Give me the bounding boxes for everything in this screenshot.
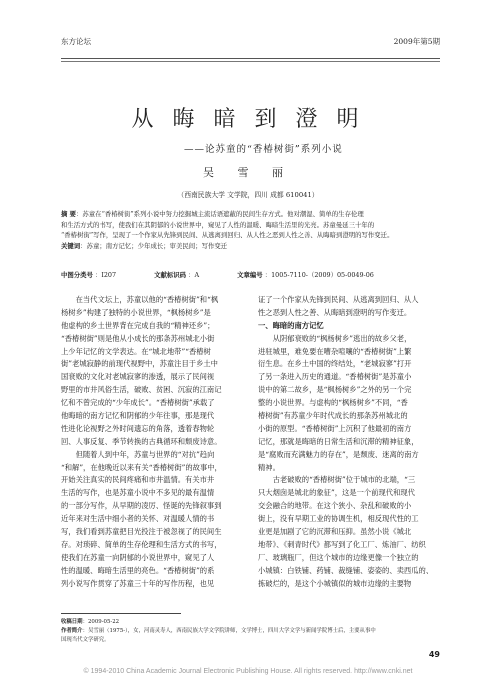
- body-text-line: 厂、玻璃瓶厂，但这个城市的边缘更像一个独立的: [258, 552, 419, 562]
- header-rule-thin: [61, 61, 440, 62]
- body-text-line: 他晦暗的南方记忆和阴郁的少年往事，那是现代: [61, 411, 215, 421]
- body-column-right: [258, 294, 444, 590]
- running-header: [61, 36, 440, 52]
- body-text-line: 地带》、《刺青时代》都写到了化工厂、炼油厂、纺织: [258, 539, 426, 549]
- document-code: 文献标识码 ：A: [154, 271, 200, 279]
- keywords-value: ：苏童；南方记忆；少年成长；审美民间；写作变迁: [80, 241, 228, 250]
- body-text-line: 他虚构的乡土世界背在完成自我的“精神还乡”；: [61, 320, 215, 330]
- body-text-line: 开始关注真实的民间疼痛和市井温情。有关市井: [61, 475, 215, 485]
- body-text-line: 只大烟囱是城北的象征”，这是一个前现代和现代: [258, 488, 415, 498]
- article-number: 文章编号 ：1005-7110-（2009）05-0049-06: [237, 271, 374, 279]
- abstract-line: 和生活方式的书写，使我们在其阴郁的小说世界中，窥见了人性的温暖、晦暗生活里的光亮。苏童曼延三十年的: [61, 220, 375, 229]
- body-text-line: 性的温暖、晦暗生活里的亮色。“香椿树街”的系: [61, 565, 215, 575]
- body-text-line: 的一部分写作，从早期的凌厉、怪诞的先锋叙事到: [61, 501, 222, 511]
- body-text-line: 证了一个作家从先锋到民间、从逃离到回归、从人: [258, 295, 419, 304]
- keywords-label: 关键词: [61, 241, 81, 250]
- article-subtitle: ——论苏童的“香椿树街”系列小说: [184, 144, 343, 155]
- body-text-line: 国衰败的文化对老城寂寥的渗透，展示了民间视: [61, 372, 215, 382]
- body-text-line: 小街的原型。“香椿树街”上沉积了他最初的南方: [258, 423, 412, 433]
- body-text-line: 上少年记忆的文学表达。在“城北地带”“香椿树: [61, 346, 211, 356]
- body-text-line: “和解”，在他晚近以来有关“香椿树街”的故事中，: [61, 462, 222, 472]
- body-text-line: 街上，没有早期工业的协调生机，相反现代性的工: [258, 514, 419, 524]
- abstract-line: 摘 要：苏童在“香椿树街”系列小说中努力挖掘城主流话语遮蔽的民间生存方式。他对潮湿、简单的生存伦理: [61, 210, 364, 218]
- body-text-line: 使我们在苏童一向阴郁的小说世界中，窥见了人: [61, 552, 215, 562]
- body-text-line: 说中的第二故乡，是“枫杨树乡”之外的另一个完: [258, 385, 412, 395]
- section-heading: 一、晦暗的南方记忆: [258, 320, 324, 330]
- body-text-line: 业更是加剧了它的沉滞和压抑。虽然小说《城北: [258, 527, 412, 537]
- body-text-line: 但随着人到中年，苏童与世界的“对抗”趋向: [61, 449, 215, 459]
- body-text-line: 了另一条进入历史的通道。“香椿树街”是苏童小: [258, 372, 412, 382]
- body-text-line: “香椿树街”则是他从小成长的那条苏州城北小街: [61, 333, 215, 343]
- author-bio-cont: 国现当代文学研究。: [61, 637, 110, 643]
- body-text-line: 衍生息。在乡土中国的终结处，“老城寂寥”打开: [258, 359, 412, 369]
- body-text-line: 拣破烂的，是这个小城镇似的城市边缘的主要物: [258, 578, 412, 588]
- body-text-line: 进驻城里，难免要在嘈杂喧嚷的“香椿树街”上繁: [258, 346, 412, 356]
- body-text-line: 生活的写作，也是苏童小说中不多见的最有温情: [61, 488, 215, 498]
- author-affiliation: （西南民族大学 文学院，四川 成都 610041）: [177, 191, 319, 199]
- body-text-line: 街”老城寂静的前现代视野中，苏童注目于乡土中: [61, 359, 218, 369]
- body-text-line: 性之恶到人性之善、从晦暗到澄明的写作变迁。: [258, 307, 412, 317]
- body-text-line: 野里的市井风俗生活，破败、贫困、沉寂的江南记: [61, 385, 222, 395]
- page-number: 49: [428, 650, 440, 659]
- abstract-block: [61, 209, 445, 251]
- body-text-line: 存。对琐碎、简单的生存伦理和生活方式的书写，: [61, 539, 222, 549]
- author-name: 吴 雪 丽: [203, 166, 293, 179]
- body-text-line: 古老破败的“香椿树街”位于城市的北端，“三: [258, 475, 416, 485]
- body-text-line: 从阴郁衰败的“枫杨树乡”逃出的故乡父老，: [258, 333, 412, 343]
- keywords-line: [61, 241, 445, 252]
- body-text-line: 列小说写作贯穿了苏童三十年的写作历程，也见: [61, 578, 215, 588]
- article-title: 从 晦 暗 到 澄 明: [131, 107, 365, 132]
- body-text-line: 椿树街”有苏童少年时代成长的那条苏州城北的: [258, 411, 408, 421]
- header-rule: [61, 58, 440, 59]
- clc-number: 中图分类号 ：I207: [61, 271, 117, 279]
- body-text-line: 写，我们看到苏童把目光投注于被忽视了的民间生: [61, 527, 222, 537]
- abstract-label: 摘 要: [61, 210, 77, 218]
- body-text-line: 小城镇：白铁铺、药铺、裁缝铺、姿姿的、卖西瓜的、: [258, 565, 434, 575]
- classification-line: [61, 270, 445, 279]
- issue-label: 2009年第5期: [393, 37, 440, 46]
- body-text-line: 性进化论视野之外时间遗忘的角落，透着春物轮: [61, 423, 215, 433]
- body-column-left: [61, 294, 247, 590]
- body-text-line: 是“腐败而充满魅力的存在”，是颓废、迷离的南方: [258, 449, 419, 459]
- abstract-line: “香椿树街”写作，呈现了一个作家从先锋到民间、从逃离到回归、从人性之恶到人性之善、从晦暗到澄明的写作变迁。: [61, 231, 394, 239]
- body-text-line: 忆和不曾完成的“少年成长”。“香椿树街”承载了: [61, 398, 215, 408]
- body-text-line: 近年来对生活中细小者的关怀、对温暖人情的书: [61, 514, 215, 524]
- body-text-line: 在当代文坛上，苏童以他的“香椿树街”和“枫: [61, 295, 219, 304]
- copyright-footer: © 1994-2010 China Academic Journal Electronic Publishing House. All rights reserved. http://www.cnki.net: [83, 668, 413, 675]
- received-date: 收稿日期：2009-05-22: [61, 619, 120, 625]
- journal-name: 东方论坛: [61, 37, 91, 46]
- body-text-line: 交会融合的地带。在这个狭小、杂乱和破败的小: [258, 501, 412, 511]
- body-text-line: 精神。: [258, 462, 280, 472]
- body-text-line: 回、人事反复、季节转换的古典循环和颓废诗意。: [61, 436, 222, 446]
- author-bio: 作者简介：吴雪丽（1975-），女，河南灵寿人，西南民族大学文学院讲师，文学博士，四川大学文学与新闻学院博士后，主要从事中: [61, 628, 376, 634]
- footnote-rule: [61, 613, 181, 614]
- body-text-line: 记忆，那就是晦暗的日常生活和沉滞的精神征象，: [258, 436, 419, 446]
- body-text-line: 杨树乡”构建了独特的小说世界，“枫杨树乡”是: [61, 307, 211, 317]
- body-text-line: 整的小说世界。与虚构的“枫杨树乡”不同，“香: [258, 398, 408, 408]
